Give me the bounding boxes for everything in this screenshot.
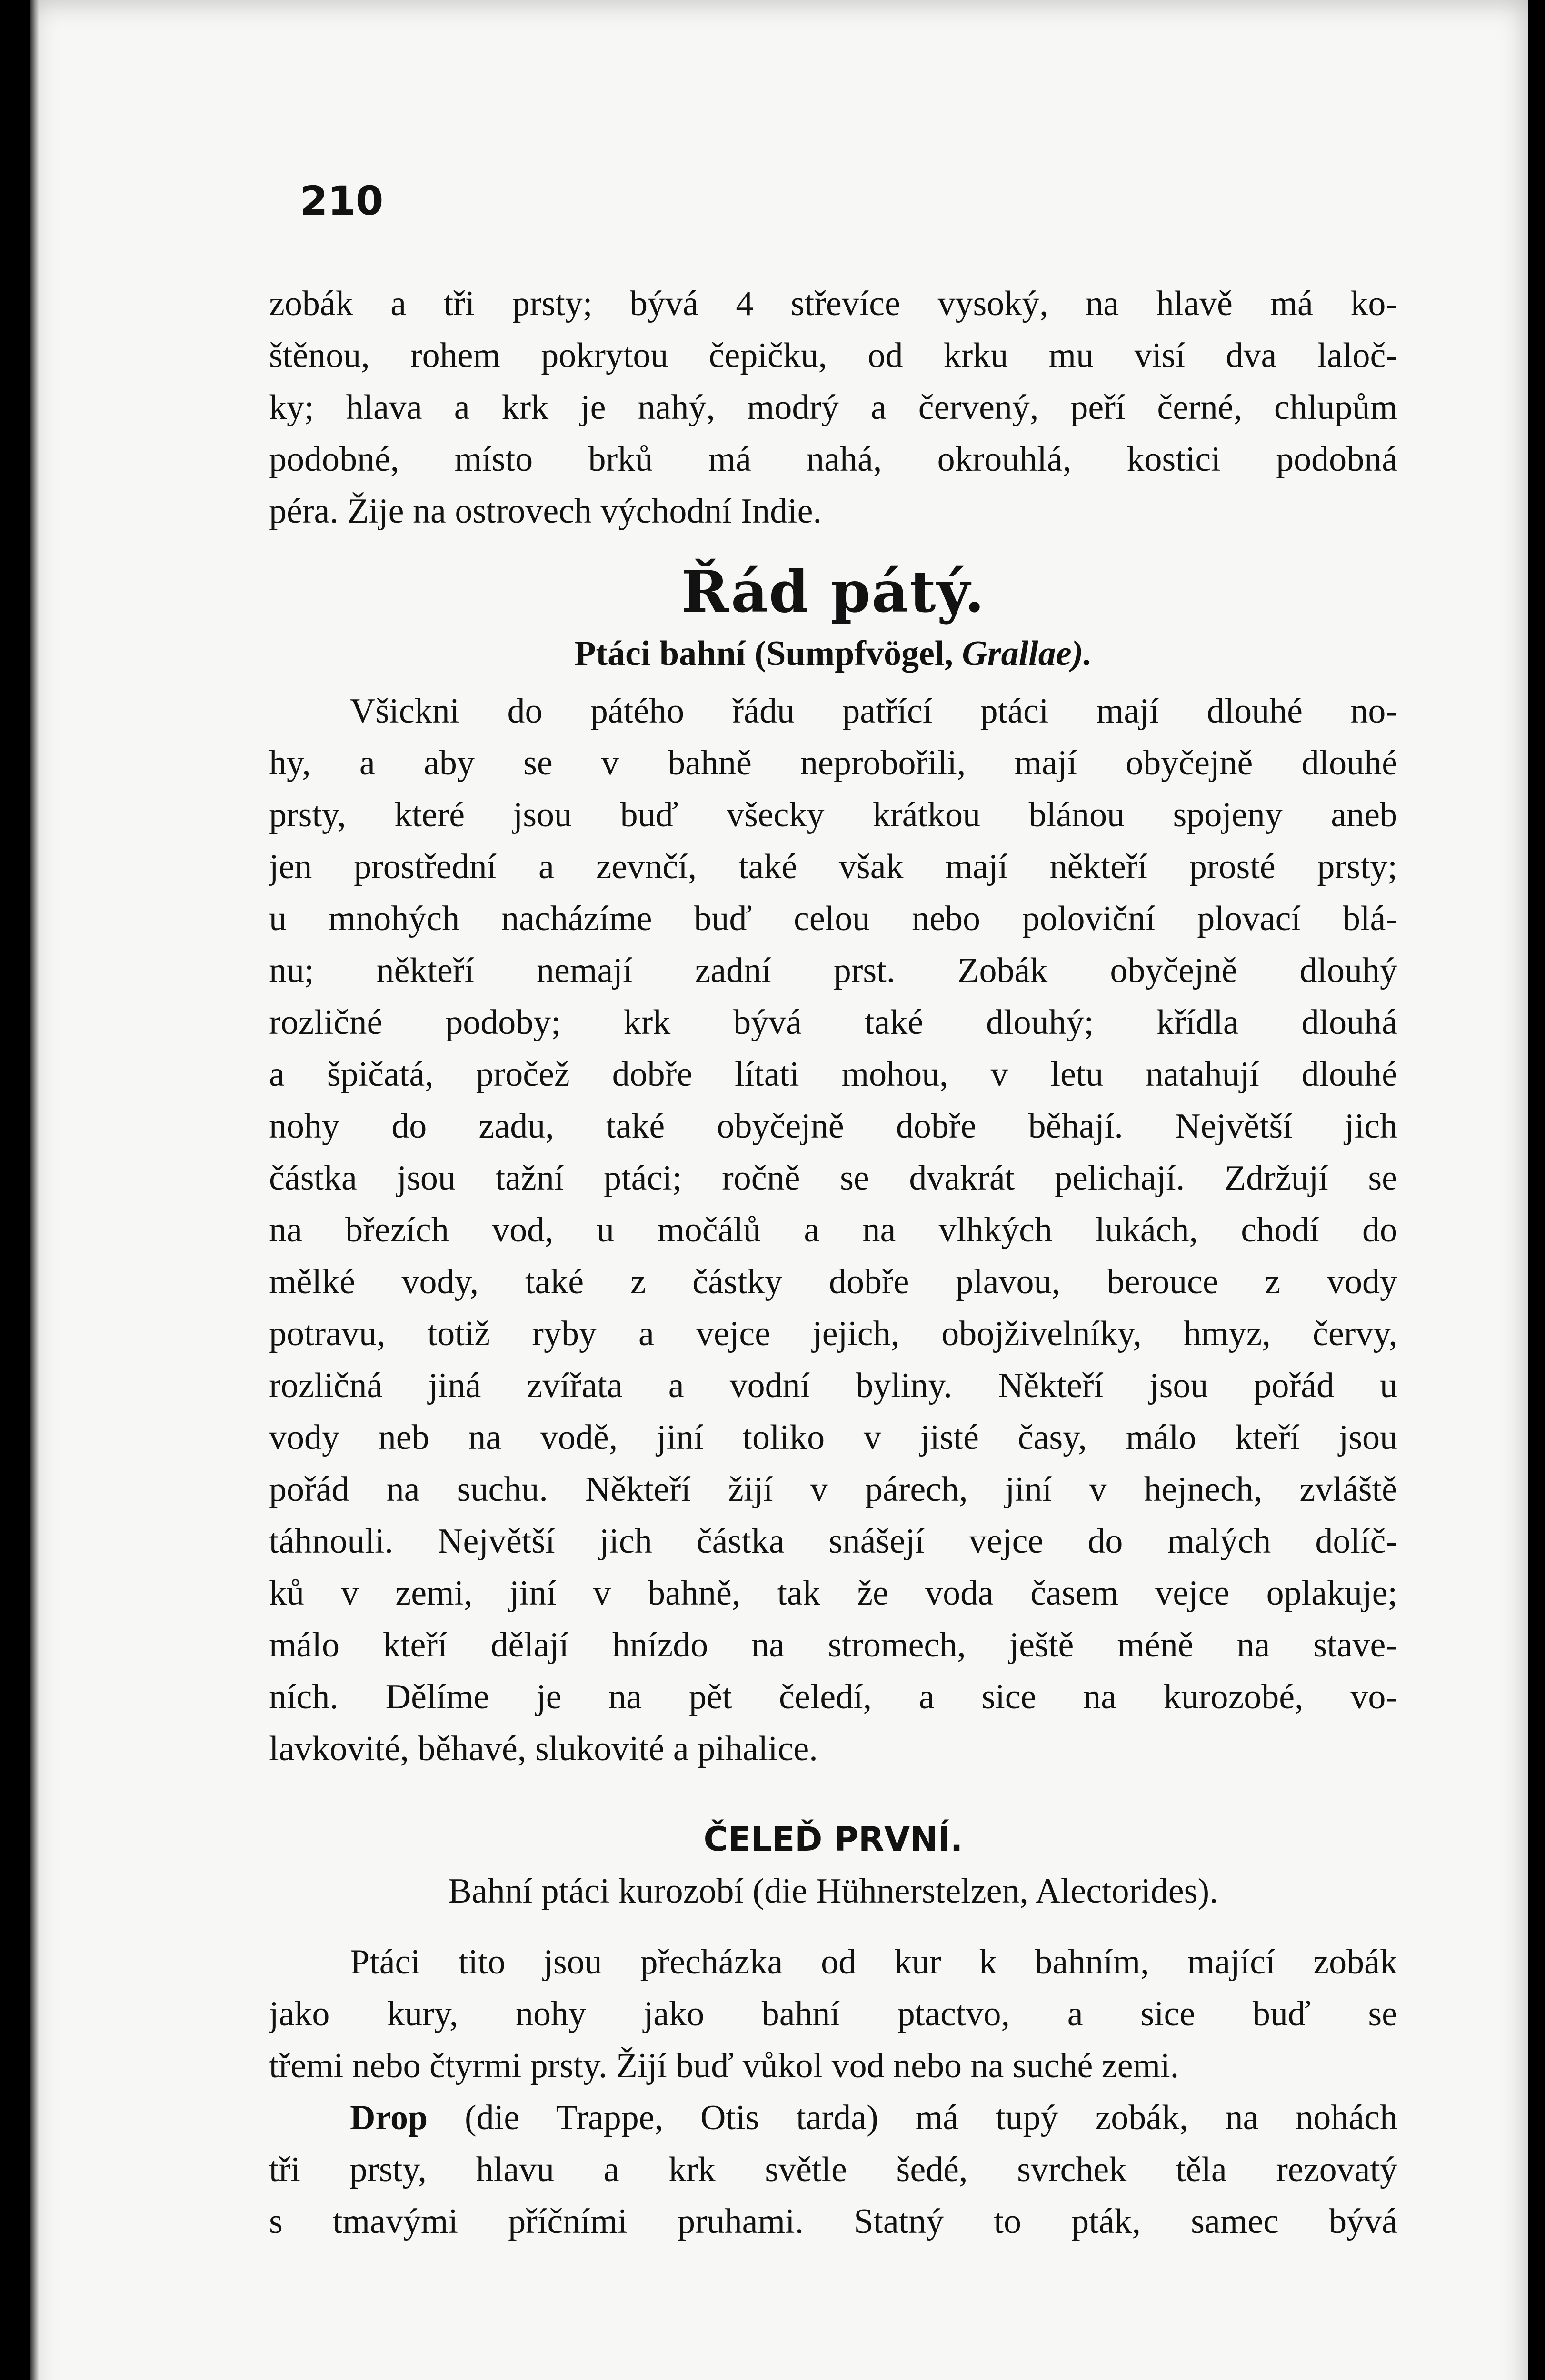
text-line: málo kteří dělají hnízdo na stromech, ještě méně na stave-: [269, 1626, 1397, 1665]
text-line: prsty, které jsou buď všecky krátkou blánou spojeny aneb: [269, 795, 1397, 834]
text-line: Všickni do pátého řádu patřící ptáci mají dlouhé no-: [350, 692, 1397, 731]
family-heading: ČELEĎ PRVNÍ.: [703, 1820, 963, 1859]
order-subheading-czech: Ptáci bahní (Sumpfvögel,: [574, 634, 953, 673]
text-line: rozličná jiná zvířata a vodní byliny. Někteří jsou pořád u: [269, 1366, 1397, 1405]
text-line: Ptáci tito jsou přecházka od kur k bahním, mající zobák: [350, 1943, 1397, 1982]
text-line: vody neb na vodě, jiní toliko v jisté časy, málo kteří jsou: [269, 1418, 1397, 1457]
text-line: u mnohých nacházíme buď celou nebo poloviční plovací blá-: [269, 899, 1397, 938]
text-line: ků v zemi, jiní v bahně, tak že voda časem vejce oplakuje;: [269, 1574, 1397, 1613]
page-number: 210: [300, 178, 384, 224]
family-paragraph: [269, 1936, 1397, 2092]
order-subheading-latin: Grallae).: [962, 634, 1092, 673]
intro-paragraph: [269, 278, 1397, 537]
page-binding-edge: [30, 0, 39, 2380]
drop-term: Drop: [350, 2098, 428, 2137]
text-line: jako kury, nohy jako bahní ptactvo, a sice buď se: [269, 1994, 1397, 2033]
text-line: [269, 2092, 1397, 2144]
order-heading: Řád pátý.: [681, 558, 986, 625]
order-subheading: [269, 628, 1397, 680]
text-line: táhnouli. Největší jich částka snášejí vejce do malých dolíč-: [269, 1522, 1397, 1561]
drop-paragraph: [269, 2092, 1397, 2248]
text-line: s tmavými příčními pruhami. Statný to pták, samec bývá: [269, 2202, 1397, 2241]
text-line: nu; někteří nemají zadní prst. Zobák obyčejně dlouhý: [269, 951, 1397, 990]
text-line: třemi nebo čtyrmi prsty. Žijí buď vůkol vod nebo na suché zemi.: [269, 2046, 1179, 2085]
text-line: na březích vod, u močálů a na vlhkých lukách, chodí do: [269, 1210, 1397, 1250]
text-line: rozličné podoby; krk bývá také dlouhý; křídla dlouhá: [269, 1003, 1397, 1042]
text-line: lavkovité, běhavé, slukovité a pihalice.: [269, 1729, 818, 1768]
text-line: podobné, místo brků má nahá, okrouhlá, kostici podobná: [269, 440, 1397, 479]
text-line: mělké vody, také z částky dobře plavou, berouce z vody: [269, 1262, 1397, 1301]
text-line: ních. Dělíme je na pět čeledí, a sice na kurozobé, vo-: [269, 1677, 1397, 1716]
drop-line-rest: (die Trappe, Otis tarda) má tupý zobák, na nohách: [428, 2098, 1397, 2137]
text-line: tři prsty, hlavu a krk světle šedé, svrchek těla rezovatý: [269, 2150, 1397, 2189]
text-line: péra. Žije na ostrovech východní Indie.: [269, 492, 822, 531]
text-line: pořád na suchu. Někteří žijí v párech, jiní v hejnech, zvláště: [269, 1470, 1397, 1509]
text-line: jen prostřední a zevnčí, také však mají někteří prosté prsty;: [269, 847, 1397, 886]
text-line: částka jsou tažní ptáci; ročně se dvakrát pelichají. Zdržují se: [269, 1159, 1397, 1198]
text-line: a špičatá, pročež dobře lítati mohou, v letu natahují dlouhé: [269, 1055, 1397, 1094]
text-line: hy, a aby se v bahně neprobořili, mají obyčejně dlouhé: [269, 744, 1397, 783]
text-line: ky; hlava a krk je nahý, modrý a červený, peří černé, chlupům: [269, 388, 1397, 427]
order-paragraph: [269, 685, 1397, 1775]
text-line: potravu, totiž ryby a vejce jejich, obojživelníky, hmyz, červy,: [269, 1314, 1397, 1353]
text-line: štěnou, rohem pokrytou čepičku, od krku mu visí dva laloč-: [269, 336, 1397, 375]
text-line: nohy do zadu, také obyčejně dobře běhají. Největší jich: [269, 1107, 1397, 1146]
page-text-block: [269, 178, 1397, 2248]
text-line: zobák a tři prsty; bývá 4 střevíce vysoký, na hlavě má ko-: [269, 284, 1397, 323]
family-subheading: Bahní ptáci kurozobí (die Hühnerstelzen, Alectorides).: [448, 1872, 1218, 1911]
